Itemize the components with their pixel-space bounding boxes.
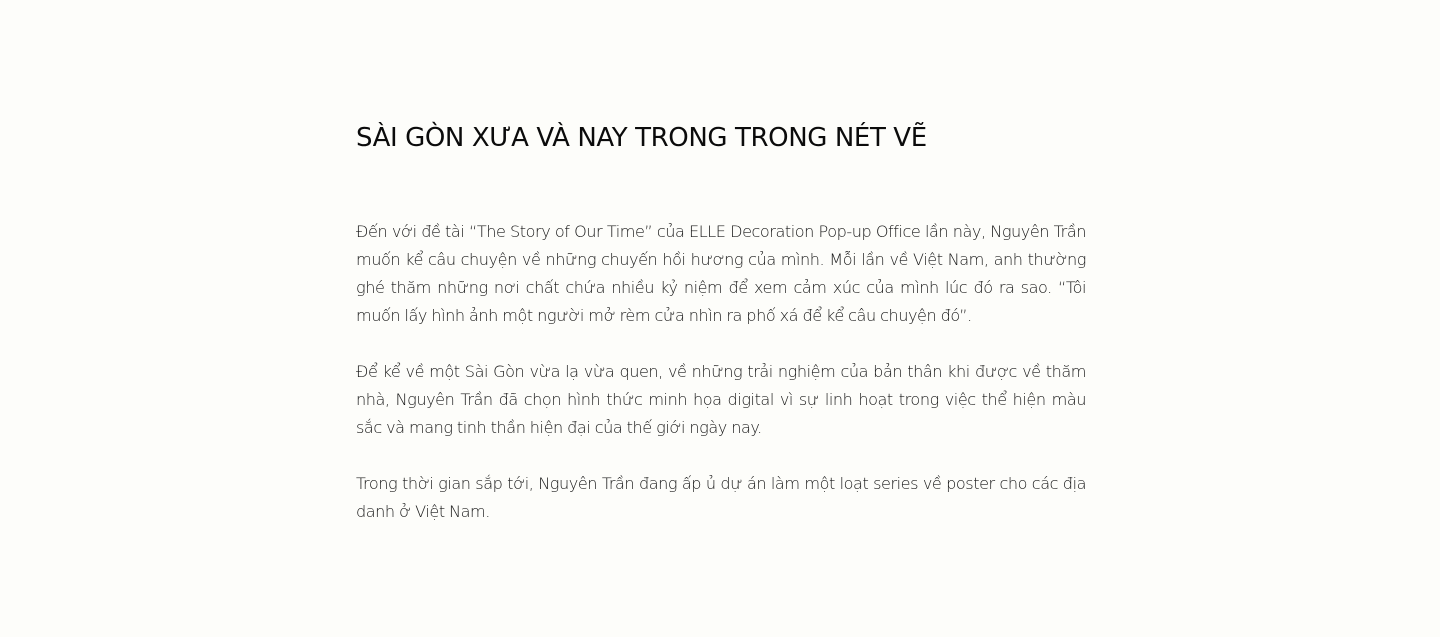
article-paragraph-2: Để kể về một Sài Gòn vừa lạ vừa quen, về những trải nghiệm của bản thân khi được về thăm nhà, Nguyên Trần đã chọn hình thức minh họa digital vì sự linh hoạt trong việc thể hiện màu sắc và mang tinh thần hiện đại của thế giới ngày nay. — [356, 362, 1086, 437]
article — [356, 118, 1086, 554]
article-paragraph-1: Đến với đề tài “The Story of Our Time” của ELLE Decoration Pop-up Office lần này, Nguyên Trần muốn kể câu chuyện về những chuyến hồi hương của mình. Mỗi lần về Việt Nam, anh thường ghé thăm những nơi chất chứa nhiều kỷ niệm để xem cảm xúc của mình lúc đó ra sao. “Tôi muốn lấy hình ảnh một người mở rèm cửa nhìn ra phố xá để kể câu chuyện đó”. — [356, 222, 1086, 325]
article-body — [356, 218, 1086, 526]
article-title: SÀI GÒN XƯA VÀ NAY TRONG TRONG NÉT VẼ — [356, 123, 927, 153]
article-paragraph-3: Trong thời gian sắp tới, Nguyên Trần đang ấp ủ dự án làm một loạt series về poster cho các địa danh ở Việt Nam. — [356, 474, 1086, 521]
